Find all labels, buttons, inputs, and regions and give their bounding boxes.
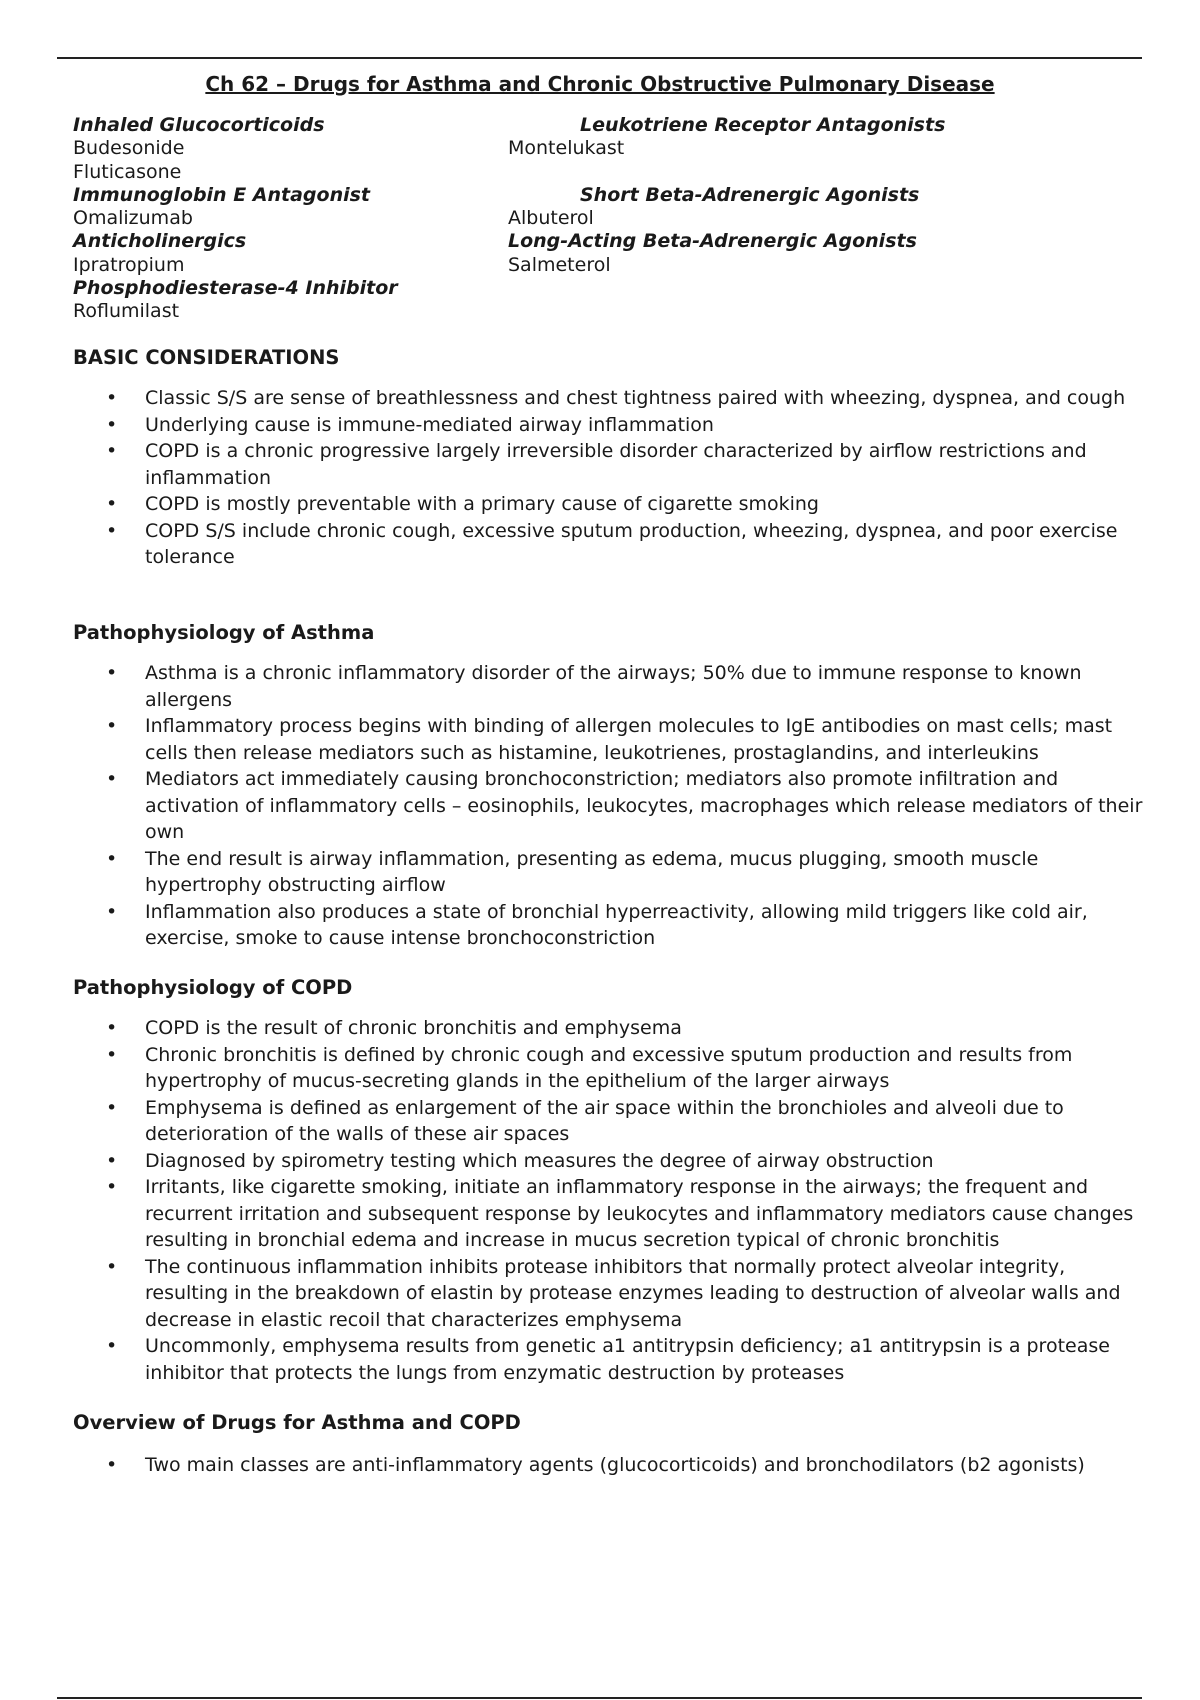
bullet-item: [73, 1333, 1153, 1386]
drug-name: Budesonide: [73, 137, 185, 160]
drug-name: Montelukast: [508, 137, 625, 160]
bullet-text: Inflammation also produces a state of bronchial hyperreactivity, allowing mild triggers like cold air, exercise, smoke to cause intense bronchoconstriction: [145, 900, 1088, 949]
bullet-text: Asthma is a chronic inflammatory disorder of the airways; 50% due to immune response to known allergens: [145, 662, 1082, 711]
bullet-item: [73, 660, 1153, 713]
bullet-text: Underlying cause is immune-mediated airway inflammation: [145, 413, 714, 436]
section-heading: Overview of Drugs for Asthma and COPD: [73, 1411, 521, 1434]
bullet-item: [73, 385, 1153, 412]
bullet-text: The end result is airway inflammation, presenting as edema, mucus plugging, smooth muscle hypertrophy obstructing airflow: [145, 847, 1039, 896]
drug-class-column-right: [508, 114, 1128, 277]
spacer: [508, 161, 1128, 184]
bullet-text: Mediators act immediately causing bronchoconstriction; mediators also promote infiltration and activation of inflammatory cells – eosinophils, leukocytes, macrophages which release mediators of their own: [145, 768, 1143, 843]
bullet-icon: •: [106, 1149, 118, 1172]
bullet-item: [73, 438, 1153, 491]
bullet-text: Irritants, like cigarette smoking, initiate an inflammatory response in the airways; the frequent and recurrent irritation and subsequent response by leukocytes and inflammatory mediators cause changes resulting in bronchial edema and increase in mucus secretion typical of chronic bronchitis: [145, 1176, 1134, 1251]
drug-name: Omalizumab: [73, 207, 193, 230]
bullet-icon: •: [106, 847, 118, 870]
bullet-item: [73, 518, 1153, 571]
bullet-text: COPD is mostly preventable with a primary cause of cigarette smoking: [145, 493, 819, 515]
bullet-item: [73, 1148, 1153, 1175]
section-heading: Pathophysiology of COPD: [73, 976, 353, 999]
drug-name: Roflumilast: [73, 300, 180, 323]
bottom-rule: [57, 1697, 1142, 1699]
section-copd-pathophysiology: [73, 975, 1153, 1386]
bullet-text: Classic S/S are sense of breathlessness and chest tightness paired with wheezing, dyspnea, and cough: [145, 387, 1126, 409]
bullet-item: [73, 1015, 1153, 1042]
section-heading: Pathophysiology of Asthma: [73, 621, 375, 644]
bullet-item: [73, 766, 1153, 846]
bullet-list: [73, 1452, 1153, 1479]
bullet-icon: •: [106, 1454, 118, 1476]
section-drug-overview: [73, 1410, 1153, 1479]
bullet-text: The continuous inflammation inhibits protease inhibitors that normally protect alveolar integrity, resulting in the breakdown of elastin by protease enzymes leading to destruction of alveolar walls and decrease in elastic recoil that characterizes emphysema: [145, 1255, 1121, 1331]
bullet-item: [73, 1095, 1153, 1148]
bullet-icon: •: [106, 900, 118, 923]
bullet-list: [73, 385, 1153, 571]
bullet-text: Diagnosed by spirometry testing which measures the degree of airway obstruction: [145, 1149, 934, 1172]
bullet-icon: •: [106, 715, 118, 737]
bullet-item: [73, 713, 1153, 766]
bullet-text: COPD is the result of chronic bronchitis and emphysema: [145, 1017, 682, 1039]
bullet-item: [73, 491, 1153, 518]
section-basic-considerations: [73, 345, 1153, 571]
bullet-icon: •: [106, 1017, 118, 1039]
drug-name: Albuterol: [508, 207, 594, 230]
bullet-item: [73, 1174, 1153, 1254]
bullet-item: [73, 899, 1153, 952]
bullet-icon: •: [106, 493, 118, 515]
drug-name: Salmeterol: [508, 253, 611, 276]
bullet-item: [73, 1254, 1153, 1334]
bullet-icon: •: [106, 1043, 118, 1066]
drug-class-heading: Immunoglobin E Antagonist: [73, 183, 371, 206]
bullet-item: [73, 846, 1153, 899]
bullet-text: Two main classes are anti-inflammatory agents (glucocorticoids) and bronchodilators (b2 agonists): [145, 1454, 1085, 1476]
bullet-icon: •: [106, 1176, 118, 1198]
section-asthma-pathophysiology: [73, 620, 1153, 952]
bullet-icon: •: [106, 768, 118, 790]
bullet-list: [73, 660, 1153, 952]
bullet-list: [73, 1015, 1153, 1386]
drug-class-column-left: [73, 114, 503, 324]
bullet-text: Chronic bronchitis is defined by chronic cough and excessive sputum production and results from hypertrophy of mucus-secreting glands in the epithelium of the larger airways: [145, 1043, 1073, 1092]
bullet-text: Inflammatory process begins with binding of allergen molecules to IgE antibodies on mast cells; mast cells then release mediators such as histamine, leukotrienes, prostaglandins, and interleukins: [145, 715, 1113, 764]
bullet-icon: •: [106, 519, 118, 542]
bullet-item: [73, 1042, 1153, 1095]
bullet-icon: •: [106, 387, 118, 409]
page-title: Ch 62 – Drugs for Asthma and Chronic Obstructive Pulmonary Disease: [205, 72, 995, 96]
bullet-text: COPD S/S include chronic cough, excessive sputum production, wheezing, dyspnea, and poor exercise tolerance: [145, 519, 1118, 568]
bullet-icon: •: [106, 662, 118, 684]
bullet-item: [73, 412, 1153, 439]
drug-class-heading: Leukotriene Receptor Antagonists: [580, 114, 946, 136]
drug-class-heading: Short Beta-Adrenergic Agonists: [580, 183, 920, 206]
bullet-icon: •: [106, 1335, 118, 1357]
drug-class-heading: Anticholinergics: [73, 230, 247, 253]
bullet-text: COPD is a chronic progressive largely irreversible disorder characterized by airflow restrictions and inflammation: [145, 440, 1087, 489]
bullet-item: [73, 1452, 1153, 1479]
drug-name: Fluticasone: [73, 160, 182, 183]
top-rule: [57, 57, 1142, 59]
drug-class-heading: Phosphodiesterase-4 Inhibitor: [73, 277, 398, 300]
bullet-text: Uncommonly, emphysema results from genetic a1 antitrypsin deficiency; a1 antitrypsin is a protease inhibitor that protects the lungs from enzymatic destruction by proteases: [145, 1335, 1110, 1384]
bullet-icon: •: [106, 440, 118, 462]
section-heading: BASIC CONSIDERATIONS: [73, 346, 340, 369]
bullet-icon: •: [106, 1096, 118, 1119]
bullet-icon: •: [106, 1255, 118, 1278]
bullet-icon: •: [106, 413, 118, 436]
drug-class-heading: Long-Acting Beta-Adrenergic Agonists: [508, 230, 917, 253]
bullet-text: Emphysema is defined as enlargement of the air space within the bronchioles and alveoli due to deterioration of the walls of these air spaces: [145, 1096, 1064, 1145]
drug-class-heading: Inhaled Glucocorticoids: [73, 114, 325, 136]
drug-name: Ipratropium: [73, 253, 185, 276]
